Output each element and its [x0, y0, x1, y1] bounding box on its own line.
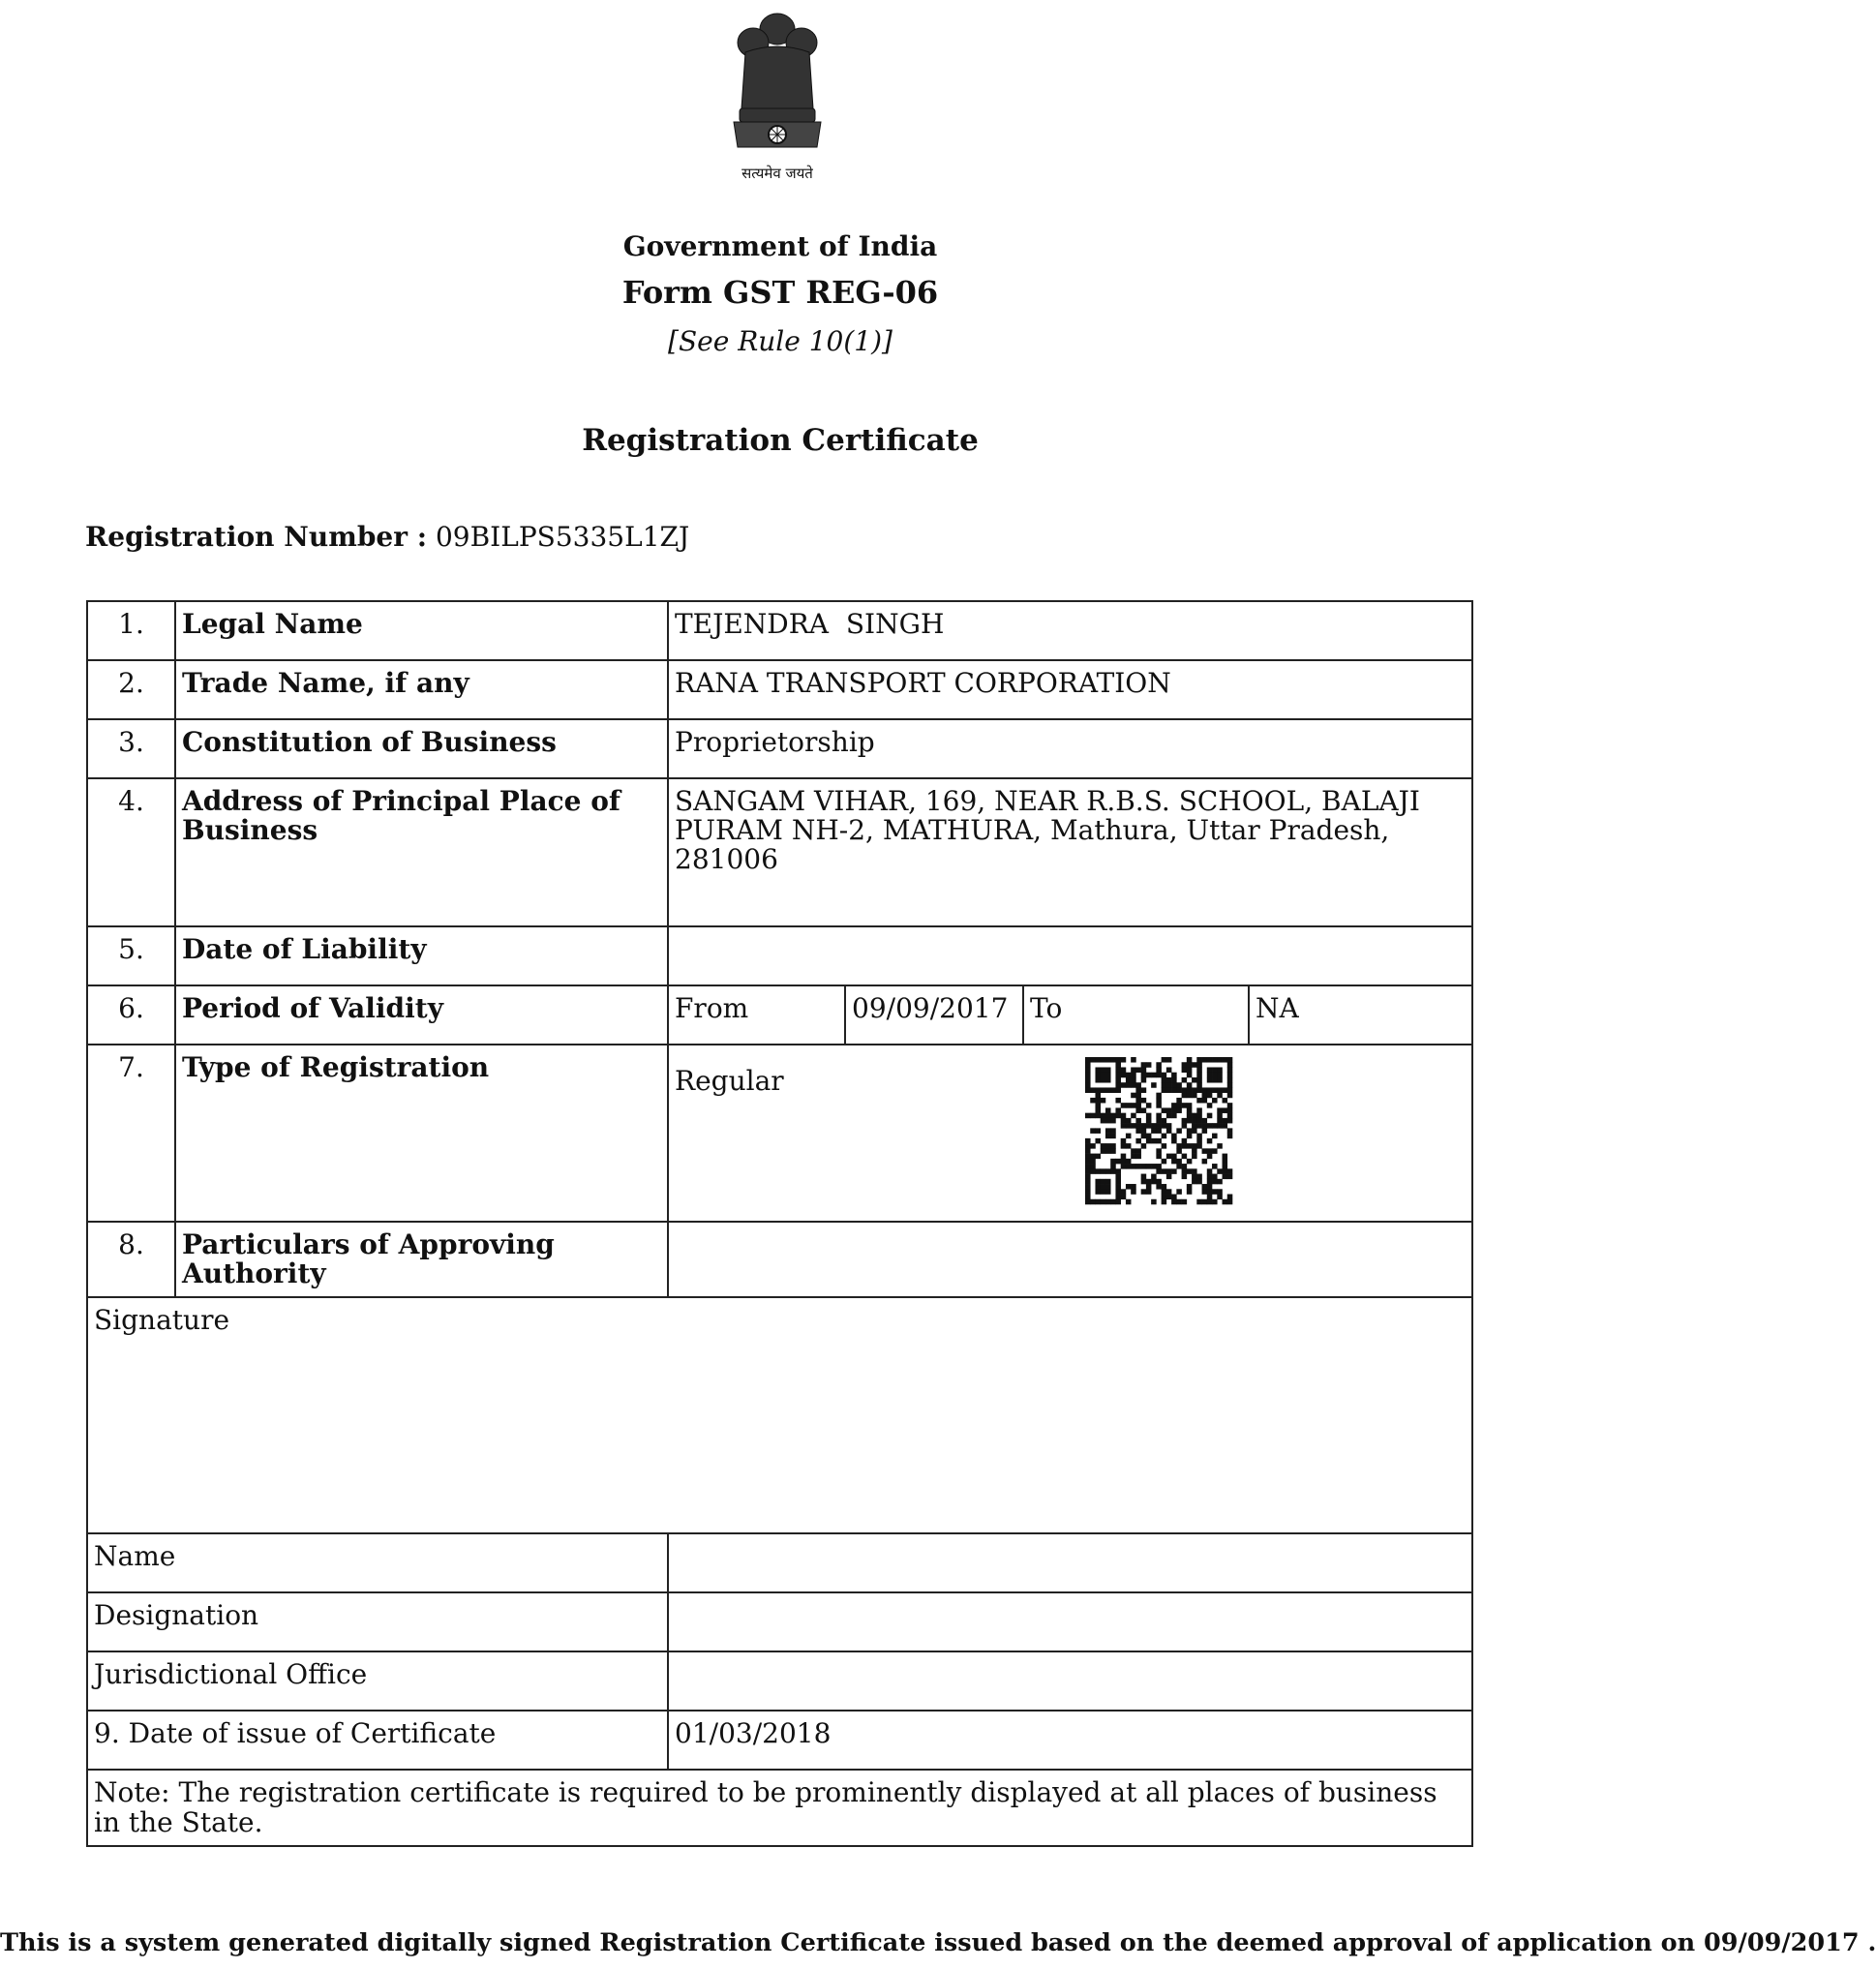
lion-capital-icon — [716, 2, 838, 186]
row-number: 4. — [87, 778, 175, 926]
row-number: 5. — [87, 926, 175, 985]
approving-authority-value — [668, 1222, 1472, 1297]
registration-type-value: Regular — [675, 1065, 784, 1097]
rule-reference: [See Rule 10(1)] — [668, 325, 893, 357]
registration-type-cell — [668, 1045, 1472, 1222]
date-of-liability-value — [668, 926, 1472, 985]
issue-date-value: 01/03/2018 — [668, 1711, 1472, 1770]
row-number: 1. — [87, 601, 175, 660]
row-number: 6. — [87, 985, 175, 1045]
certificate-table — [86, 600, 1473, 1847]
legal-name-label: Legal Name — [175, 601, 668, 660]
table-row — [87, 1711, 1472, 1770]
trade-name-label: Trade Name, if any — [175, 660, 668, 719]
table-row — [87, 1533, 1472, 1592]
authority-name-value — [668, 1533, 1472, 1592]
validity-to-label: To — [1023, 985, 1249, 1045]
table-row — [87, 778, 1472, 926]
table-row — [87, 985, 1472, 1045]
table-row — [87, 1045, 1472, 1222]
jurisdictional-office-label: Jurisdictional Office — [87, 1651, 668, 1711]
registration-number-label: Registration Number : — [85, 521, 428, 553]
validity-from-value: 09/09/2017 — [845, 985, 1023, 1045]
registration-type-label: Type of Registration — [175, 1045, 668, 1222]
qr-code — [1085, 1057, 1232, 1204]
address-value: SANGAM VIHAR, 169, NEAR R.B.S. SCHOOL, BALAJI PURAM NH-2, MATHURA, Mathura, Uttar Pradesh, 281006 — [668, 778, 1472, 926]
constitution-label: Constitution of Business — [175, 719, 668, 778]
signature-label: Signature — [94, 1304, 230, 1337]
row-number: 7. — [87, 1045, 175, 1222]
validity-to-value: NA — [1249, 985, 1472, 1045]
qr-code-icon — [1085, 1057, 1232, 1204]
display-note: Note: The registration certificate is required to be prominently displayed at all places of business in the State. — [87, 1770, 1472, 1845]
table-row — [87, 601, 1472, 660]
table-row — [87, 1222, 1472, 1297]
authority-designation-value — [668, 1592, 1472, 1651]
row-number: 3. — [87, 719, 175, 778]
constitution-value: Proprietorship — [668, 719, 1472, 778]
table-row — [87, 926, 1472, 985]
date-of-liability-label: Date of Liability — [175, 926, 668, 985]
registration-number-value: 09BILPS5335L1ZJ — [435, 521, 690, 553]
jurisdictional-office-value — [668, 1651, 1472, 1711]
registration-number — [85, 521, 689, 553]
validity-from-label: From — [668, 985, 845, 1045]
table-row — [87, 1592, 1472, 1651]
table-row — [87, 660, 1472, 719]
approving-authority-label: Particulars of Approving Authority — [175, 1222, 668, 1297]
certificate-title: Registration Certificate — [582, 423, 979, 458]
address-label: Address of Principal Place of Business — [175, 778, 668, 926]
table-row — [87, 1297, 1472, 1533]
trade-name-value: RANA TRANSPORT CORPORATION — [668, 660, 1472, 719]
national-emblem — [716, 2, 838, 186]
form-title: Form GST REG-06 — [621, 274, 939, 311]
row-number: 2. — [87, 660, 175, 719]
government-title: Government of India — [622, 230, 938, 262]
validity-label: Period of Validity — [175, 985, 668, 1045]
row-number: 8. — [87, 1222, 175, 1297]
table-row — [87, 1651, 1472, 1711]
emblem-motto: सत्यमेव जयते — [741, 165, 813, 182]
footer-statement: This is a system generated digitally signed Registration Certificate issued based on the deemed approval of application on 09/09/2017 . — [0, 1928, 1876, 1957]
issue-date-label: 9. Date of issue of Certificate — [87, 1711, 668, 1770]
legal-name-value: TEJENDRA SINGH — [668, 601, 1472, 660]
table-row — [87, 1770, 1472, 1845]
authority-designation-label: Designation — [87, 1592, 668, 1651]
authority-name-label: Name — [87, 1533, 668, 1592]
signature-cell — [87, 1297, 1472, 1533]
table-row — [87, 719, 1472, 778]
